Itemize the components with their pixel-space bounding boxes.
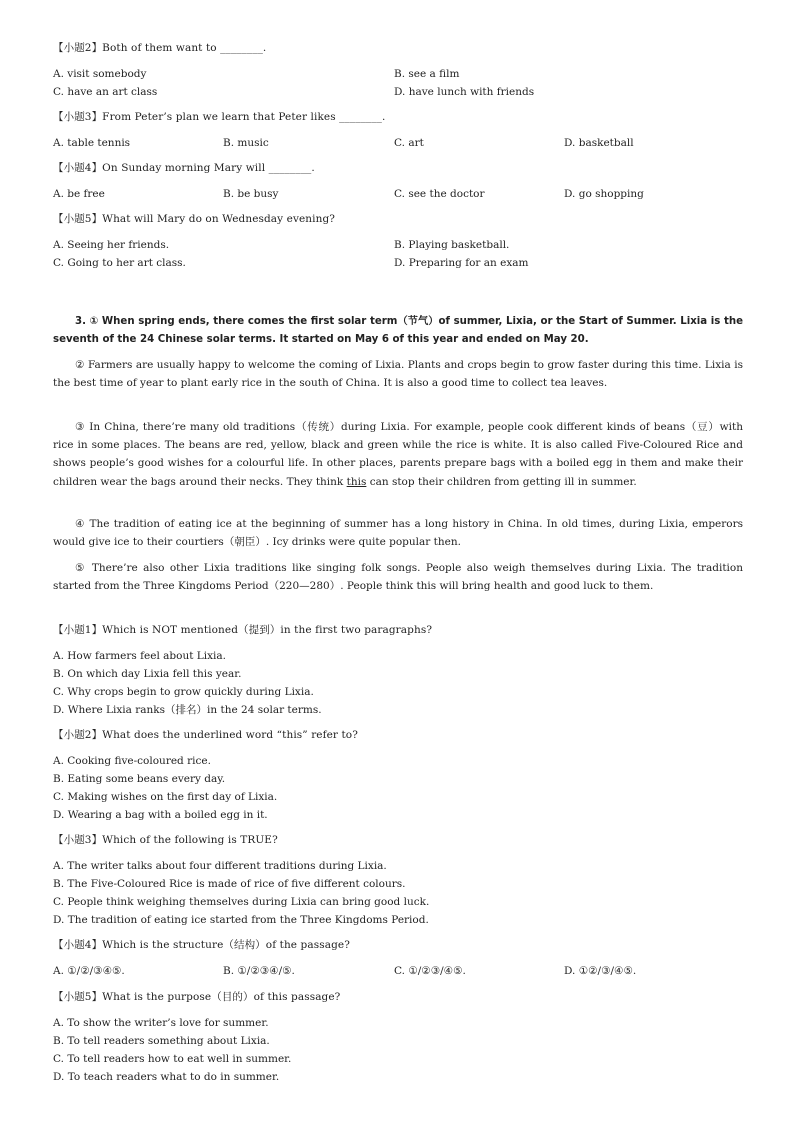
question-stem: 【小题5】What is the purpose（目的）of this passage? [53, 991, 341, 1003]
option-d: D. Preparing for an exam [394, 257, 529, 269]
question-stem: 【小题3】From Peter’s plan we learn that Peter likes ________. [53, 111, 386, 123]
question-stem: 【小题3】Which of the following is TRUE? [53, 834, 278, 846]
option-a: A. be free [53, 188, 105, 200]
option-c: C. Making wishes on the first day of Lixia. [53, 791, 278, 803]
option-a: A. Cooking five-coloured rice. [53, 755, 211, 767]
option-b: B. music [223, 137, 269, 149]
option-d: D. have lunch with friends [394, 86, 535, 98]
option-d: D. go shopping [564, 188, 644, 200]
option-b: B. see a film [394, 68, 460, 80]
option-a: A. Seeing her friends. [53, 239, 170, 251]
question-stem: 【小题5】What will Mary do on Wednesday evening? [53, 213, 336, 225]
option-c: C. art [394, 137, 424, 149]
option-c: C. Why crops begin to grow quickly during Lixia. [53, 686, 314, 698]
option-a: A. How farmers feel about Lixia. [53, 650, 226, 662]
question-stem: 【小题2】Both of them want to ________. [53, 42, 267, 54]
option-a: A. table tennis [53, 137, 131, 149]
option-c: C. People think weighing themselves during Lixia can bring good luck. [53, 896, 430, 908]
option-a: A. ①/②/③④⑤. [53, 965, 125, 977]
option-c: C. To tell readers how to eat well in summer. [53, 1053, 292, 1065]
question-stem: 【小题4】On Sunday morning Mary will ________. [53, 162, 315, 174]
option-c: C. have an art class [53, 86, 158, 98]
option-a: A. visit somebody [53, 68, 147, 80]
passage-paragraph-5: ⑤ There’re also other Lixia traditions like singing folk songs. People also weigh themselves during Lixia. The tradition started from the Three Kingdoms Period（220—280）. People think this will bring health and good luck to them. [53, 562, 743, 593]
option-b: B. To tell readers something about Lixia. [53, 1035, 270, 1047]
option-c: C. see the doctor [394, 188, 485, 200]
option-d: D. Wearing a bag with a boiled egg in it. [53, 809, 268, 821]
question-stem: 【小题1】Which is NOT mentioned（提到）in the first two paragraphs? [53, 624, 433, 636]
passage-paragraph-3 [53, 418, 743, 491]
passage-paragraph-1: 3. ① When spring ends, there comes the first solar term（节气）of summer, Lixia, or the Start of Summer. Lixia is the seventh of the 24 Chinese solar terms. It started on May 6 of this year and ended on May 20. [53, 316, 743, 345]
option-d: D. Where Lixia ranks（排名）in the 24 solar terms. [53, 704, 322, 716]
option-b: B. Eating some beans every day. [53, 773, 226, 785]
option-d: D. The tradition of eating ice started from the Three Kingdoms Period. [53, 914, 429, 926]
option-b: B. ①/②③④/⑤. [223, 965, 295, 977]
underlined-word: this [346, 475, 367, 488]
passage-paragraph-4: ④ The tradition of eating ice at the beginning of summer has a long history in China. In old times, during Lixia, emperors would give ice to their courtiers（朝臣）. Icy drinks were quite popular then. [53, 518, 743, 549]
option-d: D. basketball [564, 137, 634, 149]
option-a: A. The writer talks about four different traditions during Lixia. [53, 860, 387, 872]
option-c: C. Going to her art class. [53, 257, 186, 269]
option-d: D. To teach readers what to do in summer. [53, 1071, 280, 1083]
option-b: B. Playing basketball. [394, 239, 510, 251]
paragraph-text: can stop their children from getting ill in summer. [366, 475, 637, 488]
paragraph-text: ③ In China, there’re many old traditions（传统）during Lixia. For example, people cook different kinds of beans（豆）with rice in some places. The beans are red, yellow, black and green while the rice is white. It is also called Five-Coloured Rice and shows people’s good wishes for a colourful life. In other places, parents prepare bags with a boiled egg in them and make their children wear the bags around their necks. They think [53, 421, 743, 488]
question-stem: 【小题4】Which is the structure（结构）of the passage? [53, 939, 350, 951]
option-b: B. The Five-Coloured Rice is made of rice of five different colours. [53, 878, 406, 890]
option-b: B. On which day Lixia fell this year. [53, 668, 242, 680]
option-c: C. ①/②③/④⑤. [394, 965, 466, 977]
passage-paragraph-2: ② Farmers are usually happy to welcome the coming of Lixia. Plants and crops begin to grow faster during this time. Lixia is the best time of year to plant early rice in the south of China. It is also a good time to collect tea leaves. [53, 359, 743, 390]
option-d: D. ①②/③/④⑤. [564, 965, 637, 977]
question-stem: 【小题2】What does the underlined word “this” refer to? [53, 729, 358, 741]
option-a: A. To show the writer’s love for summer. [53, 1017, 269, 1029]
option-b: B. be busy [223, 188, 279, 200]
